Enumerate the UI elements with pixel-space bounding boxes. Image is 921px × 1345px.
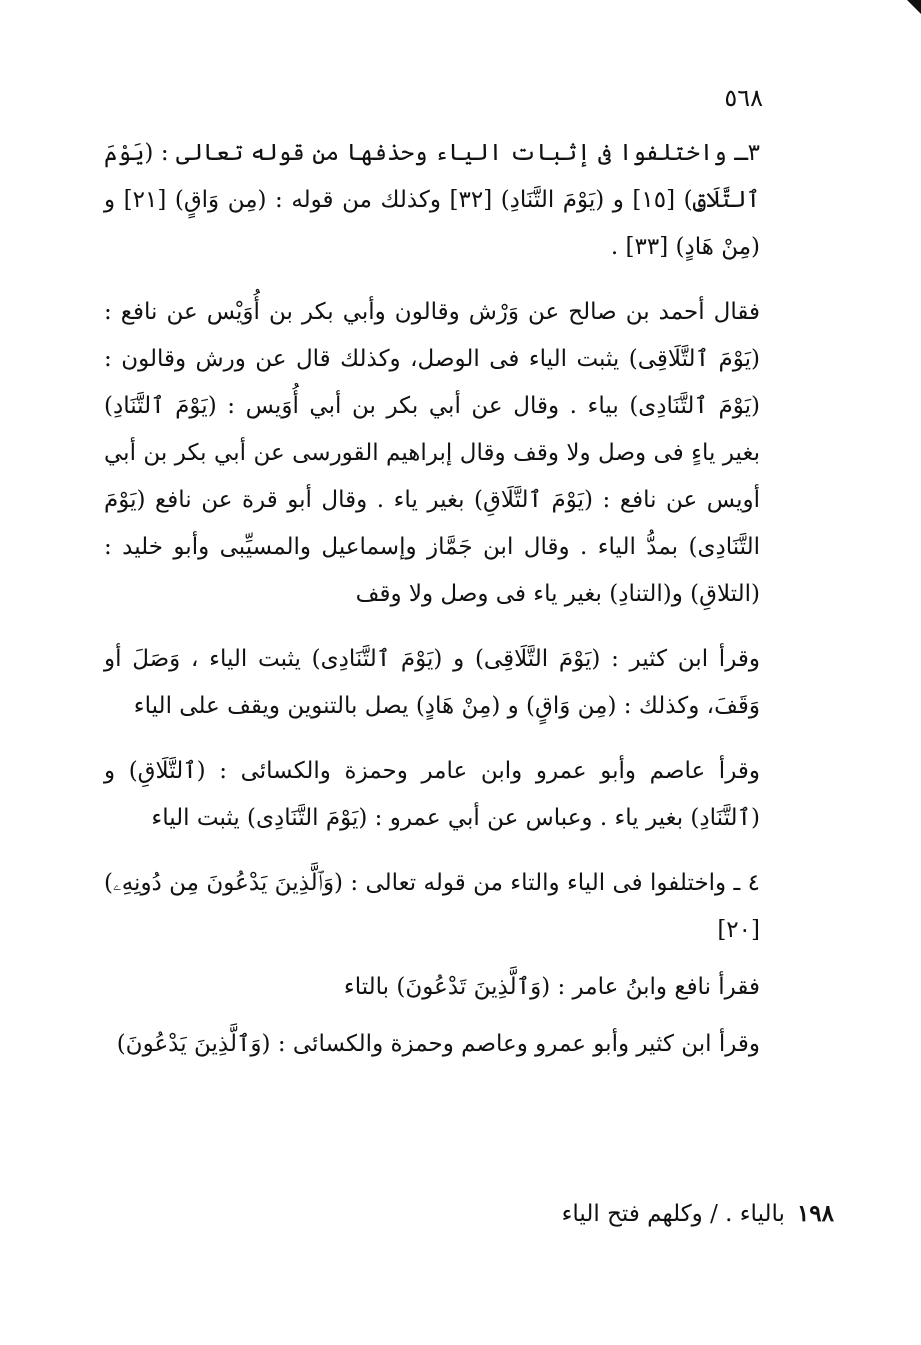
page-body [104,130,760,1078]
paragraph-1: ٣ـ واختلفوا فى إثبات الياء وحذفها من قوله تعالى : (يَوْمَ ٱلتَّلَاقِ) [١٥] و (يَوْمَ التَّنَادِ) [٣٢] وكذلك من قوله : (مِن وَاقٍ) [٢١] و (مِنْ هَادٍ) [٣٣] . [104,140,760,260]
page-number: ٥٦٨ [724,84,763,112]
paragraph-6: فقرأ نافع وابنُ عامر : (وَٱلَّذِينَ تَدْعُونَ) بالتاء [343,974,760,1000]
paragraph-3: وقرأ ابن كثير : (يَوْمَ التَّلَاقِى) و (يَوْمَ ٱلتَّنَادِى) يثبت الياء ، وَصَلَ أو وَقَفَ، وكذلك : (مِن وَاقٍ) و (مِنْ هَادٍ) يصل بالتنوين ويقف على الياء [104,646,760,719]
page-corner-mark [907,0,921,14]
paragraph-5: ٤ ـ واختلفوا فى الياء والتاء من قوله تعالى : (وَٱلَّذِينَ يَدْعُونَ مِن دُونِهِۦ) [٢٠] [104,870,760,943]
footer-text: بالياء . / وكلهم فتح الياء [561,1201,785,1227]
paragraph-2: فقال أحمد بن صالح عن وَرْش وقالون وأبي بكر بن أُوَيْس عن نافع : (يَوْمَ ٱلتَّلَاقِى) يثبت الياء فى الوصل، وكذلك قال عن ورش وقالون : (يَوْمَ ٱلتَّنَادِى) بياء . وقال عن أبي بكر بن أبي أُوَيس : (يَوْمَ ٱلتَّنَادِ) بغير ياءٍ فى وصل ولا وقف وقال إبراهيم القورسى عن أبي بكر بن أبي أويس عن نافع : (يَوْمَ ٱلتَّلَاقِ) بغير ياء . وقال أبو قرة عن نافع (يَوْمَ التَّنَادِى) بمدُّ الياء . وقال ابن جَمَّاز وإسماعيل والمسيِّبى وأبو خليد : (التلاقِ) و(التنادِ) بغير ياء فى وصل ولا وقف [104,299,760,607]
folio-marker: ١٩٨ [796,1200,834,1227]
paragraph-4: وقرأ عاصم وأبو عمرو وابن عامر وحمزة والكسائى : (ٱلتَّلَاقِ) و (ٱلتَّنَادِ) بغير ياء . وعباس عن أبي عمرو : (يَوْمَ التَّنَادِى) يثبت الياء [104,758,760,831]
paragraph-7: وقرأ ابن كثير وأبو عمرو وعاصم وحمزة والكسائى : (وَٱلَّذِينَ يَدْعُونَ) [116,1031,760,1057]
page-footer [104,1190,834,1238]
